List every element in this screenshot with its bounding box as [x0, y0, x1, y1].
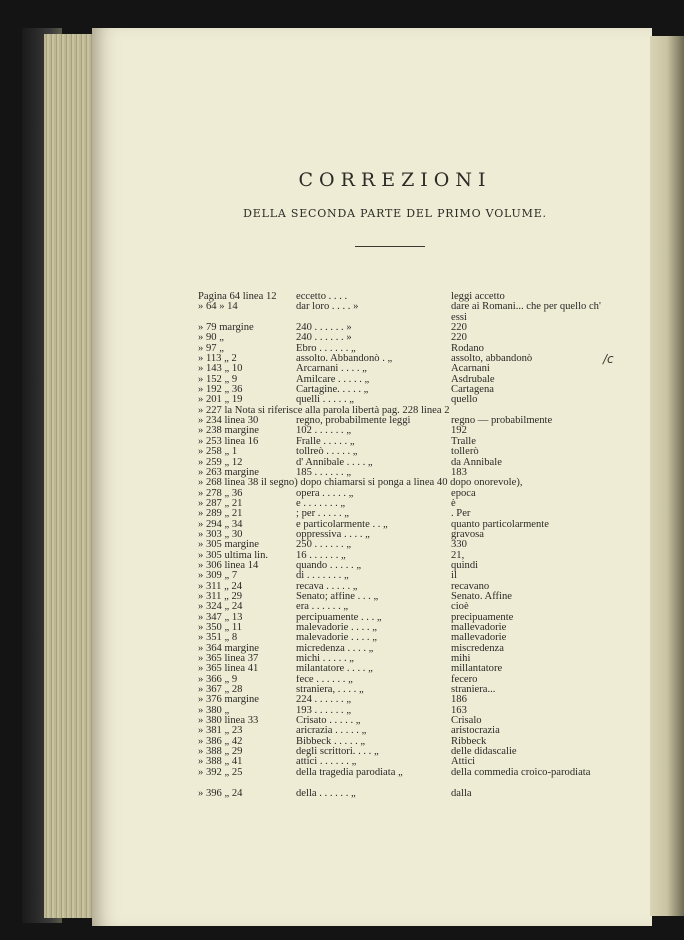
errata-reference: » 351 „ 8 — [198, 632, 238, 644]
errata-wrong-text: Bibbeck . . . . . „ — [296, 736, 366, 747]
errata-correct-text: quanto particolarmente — [451, 518, 549, 530]
handwritten-margin-note: /c — [603, 352, 614, 366]
errata-wrong-text: Crisato . . . . . „ — [296, 716, 361, 727]
errata-reference: » 238 margine — [198, 425, 260, 437]
errata-row — [198, 551, 598, 561]
errata-row — [198, 747, 598, 757]
errata-correct-text: cioè — [451, 601, 469, 613]
errata-correct-text: aristocrazia — [451, 725, 500, 737]
errata-reference: » 381 „ 23 — [198, 725, 243, 737]
errata-wrong-text: attici . . . . . . „ — [296, 757, 357, 768]
errata-wrong-text: Fralle . . . . . „ — [296, 436, 355, 447]
errata-wrong-text: Senato; affine . . . „ — [296, 591, 379, 602]
errata-row — [198, 716, 598, 726]
errata-wrong-text: di . . . . . . . „ — [296, 571, 349, 582]
errata-wrong-text: Cartagine. . . . . „ — [296, 385, 369, 396]
errata-wrong-text: milantatore . . . . „ — [296, 664, 373, 675]
errata-correct-text: 183 — [451, 466, 467, 478]
errata-correct-text: Asdrubale — [451, 373, 495, 385]
errata-reference: » 311 „ 24 — [198, 580, 243, 592]
errata-correct-text: fecero — [451, 673, 478, 685]
errata-reference: » 386 „ 42 — [198, 735, 243, 747]
errata-reference: » 289 „ 21 — [198, 508, 243, 520]
errata-row — [198, 364, 598, 374]
errata-reference: » 152 „ 9 — [198, 373, 238, 385]
errata-reference: » 287 „ 21 — [198, 497, 243, 509]
errata-correct-text: assolto, abbandonò — [451, 353, 533, 365]
errata-row — [198, 571, 598, 581]
errata-reference: » 392 „ 25 — [198, 766, 243, 778]
errata-correct-text: straniera... — [451, 684, 496, 696]
errata-correct-text: 220 — [451, 332, 467, 344]
errata-row — [198, 675, 598, 685]
errata-reference: » 380 linea 33 — [198, 715, 259, 727]
errata-full-line: » 227 la Nota si riferisce alla parola libertà pag. 228 linea 2 — [198, 404, 450, 416]
errata-correct-text: 192 — [451, 425, 467, 437]
errata-wrong-text: Ebro . . . . . . „ — [296, 343, 356, 354]
errata-reference: » 278 „ 36 — [198, 487, 243, 499]
errata-reference: » 367 „ 28 — [198, 684, 243, 696]
errata-correct-text: leggi accetto — [451, 291, 505, 302]
errata-wrong-text: Arcarnani . . . . „ — [296, 364, 367, 375]
errata-correct-text: miscredenza — [451, 642, 504, 654]
errata-wrong-text: percipuamente . . . „ — [296, 612, 382, 623]
errata-reference: » 309 „ 7 — [198, 570, 238, 582]
errata-wrong-text: michi . . . . . „ — [296, 654, 354, 665]
errata-row — [198, 561, 598, 571]
errata-reference: » 263 margine — [198, 466, 260, 478]
errata-correct-text: mallevadorie — [451, 622, 507, 633]
errata-row — [198, 333, 598, 343]
errata-wrong-text: fece . . . . . . „ — [296, 674, 353, 685]
errata-row — [198, 613, 598, 623]
errata-reference: » 192 „ 36 — [198, 384, 243, 396]
errata-reference: » 143 „ 10 — [198, 363, 243, 375]
errata-reference: » 258 „ 1 — [198, 446, 238, 458]
errata-wrong-text: 240 . . . . . . » — [296, 323, 352, 334]
errata-row — [198, 644, 598, 654]
errata-correct-text: della commedia croico-parodiata — [451, 766, 591, 778]
errata-wrong-text: 193 . . . . . . „ — [296, 705, 352, 716]
errata-correct-text: Senato. Affine — [451, 590, 513, 602]
errata-correct-text: quello — [451, 394, 478, 406]
errata-row — [198, 478, 598, 488]
errata-correct-text: 163 — [451, 704, 467, 716]
title-divider — [355, 246, 425, 247]
errata-reference: » 388 „ 29 — [198, 746, 243, 758]
errata-full-line: » 268 linea 38 il segno) dopo chiamarsi si ponga a linea 40 dopo onorevole), — [198, 477, 523, 489]
errata-correct-text: quindi — [451, 559, 479, 571]
errata-row — [198, 737, 598, 747]
errata-row — [198, 301, 601, 323]
errata-wrong-text: 224 . . . . . . „ — [296, 695, 352, 706]
errata-correct-text: da Annibale — [451, 456, 502, 468]
errata-wrong-text: degli scrittori. . . . „ — [296, 747, 379, 758]
errata-wrong-text: 16 . . . . . . „ — [296, 550, 346, 561]
errata-correct-text: Attici — [451, 756, 476, 768]
errata-reference: » 347 „ 13 — [198, 611, 243, 623]
errata-row — [198, 375, 598, 385]
errata-wrong-text: recava . . . . . „ — [296, 581, 358, 592]
errata-correct-text: mihi — [451, 653, 471, 665]
errata-reference: » 64 » 14 — [198, 301, 238, 313]
errata-reference: » 305 ultima lin. — [198, 549, 269, 561]
errata-reference: » 79 margine — [198, 322, 254, 334]
page-stack-left — [44, 34, 94, 918]
errata-correct-text: Crisalo — [451, 715, 482, 727]
errata-correct-text: millantatore — [451, 663, 503, 675]
errata-wrong-text: malevadorie . . . . „ — [296, 623, 377, 633]
errata-wrong-text: e . . . . . . . „ — [296, 498, 346, 509]
page-stack-right — [650, 36, 684, 916]
errata-reference: » 350 „ 11 — [198, 622, 243, 633]
errata-correct-text: 220 — [451, 322, 467, 334]
errata-wrong-text: 185 . . . . . . „ — [296, 467, 352, 478]
errata-correct-text: 186 — [451, 694, 467, 706]
errata-wrong-text: 102 . . . . . . „ — [296, 426, 352, 437]
errata-wrong-text: assolto. Abbandonò . „ — [296, 354, 393, 365]
errata-correct-text: Ribbeck — [451, 735, 487, 747]
errata-row — [198, 592, 598, 602]
errata-correct-text: Acarnani — [451, 363, 490, 375]
errata-row — [198, 447, 598, 457]
errata-wrong-text: ; per . . . . . „ — [296, 509, 349, 520]
errata-wrong-text: regno, probabilmente leggi — [296, 416, 411, 427]
errata-reference: » 305 margine — [198, 539, 260, 551]
errata-row — [198, 499, 598, 509]
errata-wrong-text: della . . . . . . „ — [296, 788, 356, 799]
errata-correct-text: dalla — [451, 787, 472, 799]
errata-wrong-text: d' Annibale . . . . „ — [296, 457, 373, 468]
errata-row — [198, 664, 598, 674]
errata-wrong-text: oppressiva . . . . „ — [296, 529, 370, 540]
errata-row — [198, 695, 598, 705]
errata-correct-text: recavano — [451, 580, 490, 592]
errata-correct-text: Tralle — [451, 435, 476, 447]
page-subtitle: DELLA SECONDA PARTE DEL PRIMO VOLUME. — [243, 207, 547, 220]
errata-row — [198, 582, 598, 592]
errata-correct-text: Rodano — [451, 342, 484, 354]
errata-reference: » 396 „ 24 — [198, 787, 243, 799]
errata-table — [198, 291, 601, 799]
errata-wrong-text: quando . . . . . „ — [296, 560, 362, 571]
errata-correct-text: . Per — [451, 508, 471, 520]
errata-reference: » 113 „ 2 — [198, 353, 237, 365]
errata-wrong-text: quelli . . . . . „ — [296, 395, 354, 406]
errata-wrong-text: dar loro . . . . » — [296, 302, 359, 313]
errata-correct-text: epoca — [451, 487, 476, 499]
errata-row — [198, 323, 598, 333]
errata-wrong-text: aricrazia . . . . . „ — [296, 726, 367, 737]
errata-wrong-text: eccetto . . . . — [296, 292, 348, 302]
errata-reference: » 306 linea 14 — [198, 559, 259, 571]
errata-correct-text: gravosa — [451, 528, 484, 540]
errata-row — [198, 426, 598, 436]
errata-correct-text: Cartagena — [451, 384, 494, 396]
errata-row — [198, 385, 598, 395]
errata-row — [198, 509, 598, 519]
errata-row — [198, 344, 598, 354]
errata-correct-text: è — [451, 497, 456, 509]
errata-row — [198, 520, 598, 530]
errata-row — [198, 768, 598, 789]
errata-wrong-text: micredenza . . . . „ — [296, 643, 374, 654]
errata-reference: » 388 „ 41 — [198, 756, 243, 768]
errata-row — [198, 706, 598, 716]
errata-reference: » 364 margine — [198, 642, 260, 654]
errata-wrong-text: malevadorie . . . . „ — [296, 633, 377, 644]
errata-reference: » 324 „ 24 — [198, 601, 243, 613]
errata-correct-text: 330 — [451, 539, 467, 551]
errata-wrong-text: tollreò . . . . . „ — [296, 447, 358, 458]
errata-row — [198, 654, 598, 664]
errata-row — [198, 602, 598, 612]
errata-reference: » 97 „ — [198, 342, 224, 354]
errata-reference: » 376 margine — [198, 694, 260, 706]
errata-reference: » 259 „ 12 — [198, 456, 243, 468]
page-title: CORREZIONI — [298, 169, 492, 191]
errata-reference: » 253 linea 16 — [198, 435, 259, 447]
errata-row — [198, 623, 598, 633]
errata-reference: » 311 „ 29 — [198, 590, 243, 602]
errata-correct-text: 21, — [451, 549, 465, 561]
errata-reference: » 90 „ — [198, 332, 224, 344]
errata-wrong-text: 240 . . . . . . » — [296, 333, 352, 344]
errata-row — [198, 354, 598, 364]
errata-reference: » 294 „ 34 — [198, 518, 243, 530]
errata-reference: » 366 „ 9 — [198, 673, 238, 685]
errata-reference: » 234 linea 30 — [198, 415, 259, 427]
errata-correct-text: dare ai Romani... che per quello ch' essi — [451, 301, 601, 323]
errata-row — [198, 489, 598, 499]
errata-wrong-text: della tragedia parodiata „ — [296, 767, 403, 778]
errata-correct-text: precipuamente — [451, 611, 514, 623]
errata-reference: » 201 „ 19 — [198, 394, 243, 406]
errata-wrong-text: 250 . . . . . . „ — [296, 540, 352, 551]
errata-correct-text: regno — probabilmente — [451, 415, 553, 427]
errata-correct-text: delle didascalie — [451, 746, 517, 758]
errata-reference: » 365 linea 37 — [198, 653, 259, 665]
errata-wrong-text: era . . . . . . „ — [296, 602, 349, 613]
errata-wrong-text: Amilcare . . . . . „ — [296, 374, 370, 385]
errata-row — [198, 437, 598, 447]
errata-correct-text: il — [451, 570, 457, 582]
errata-wrong-text: straniera, . . . . „ — [296, 685, 364, 696]
errata-reference: » 380 „ — [198, 704, 230, 716]
errata-reference: » 303 „ 30 — [198, 528, 243, 540]
errata-row — [198, 789, 598, 799]
errata-wrong-text: opera . . . . . „ — [296, 488, 354, 499]
errata-reference: Pagina 64 linea 12 — [198, 291, 277, 302]
errata-reference: » 365 linea 41 — [198, 663, 259, 675]
errata-correct-text: tollerò — [451, 446, 479, 458]
errata-row — [198, 726, 598, 736]
errata-correct-text: mallevadorie — [451, 632, 507, 644]
errata-wrong-text: e particolarmente . . „ — [296, 519, 388, 530]
